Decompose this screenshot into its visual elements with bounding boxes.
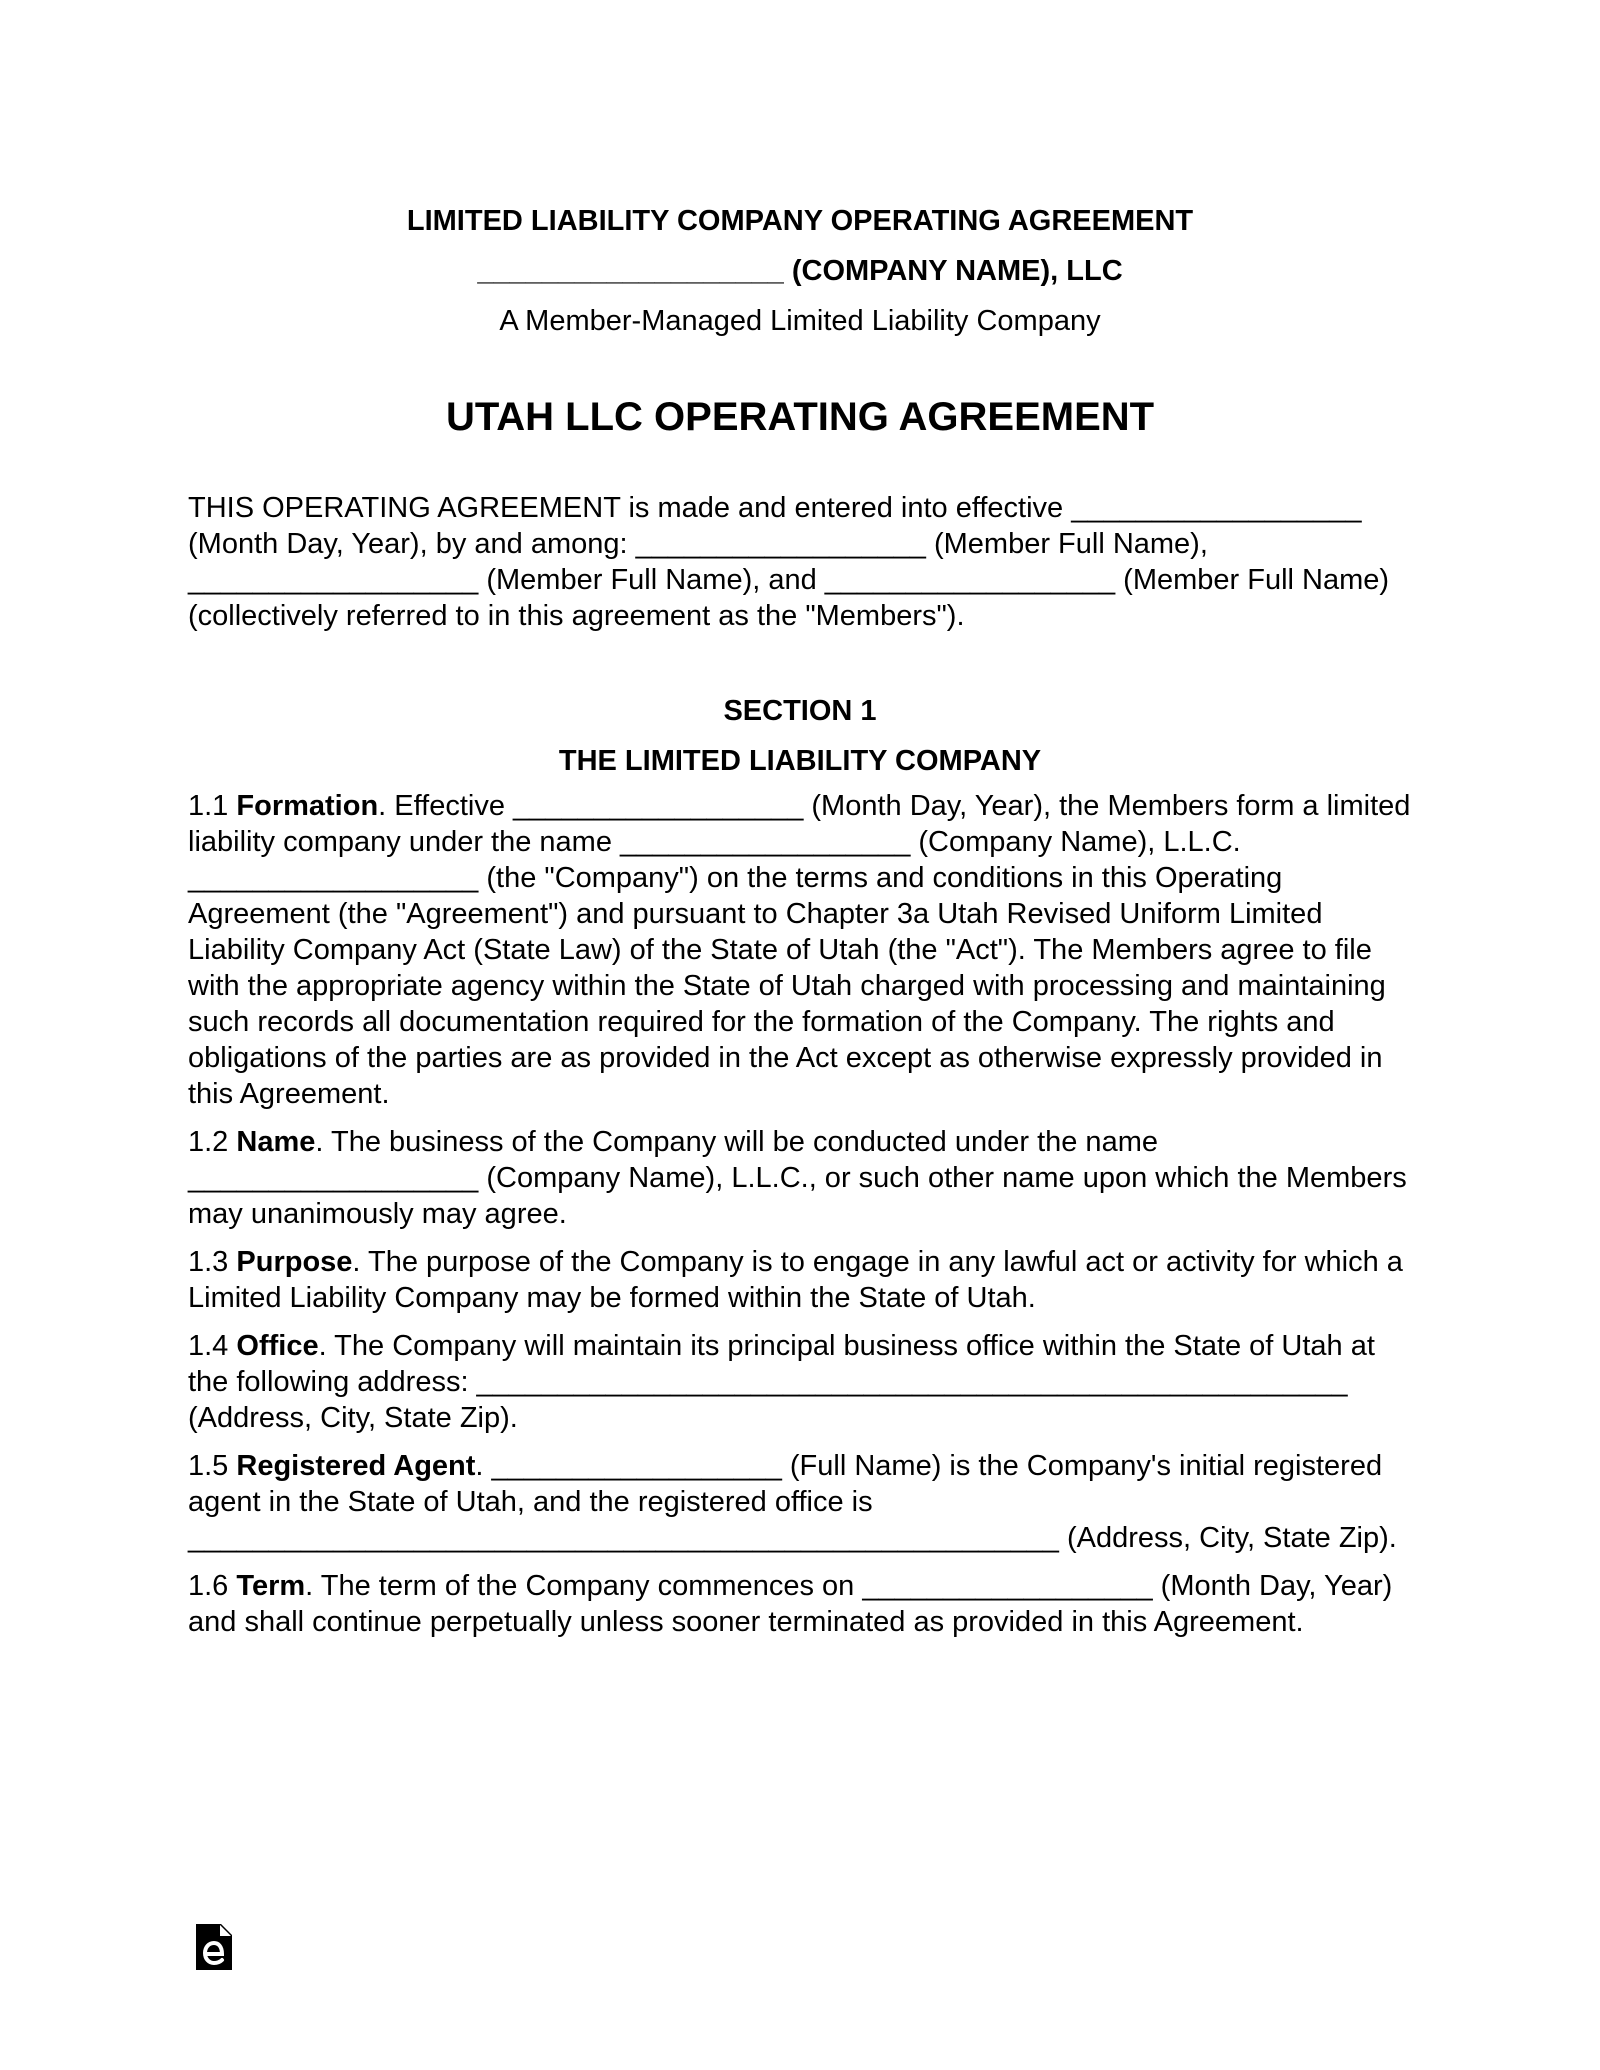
clause-text: . __________________ (Full Name) is the Company's initial registered agent in the State of Utah, and the registered office is ______________________________________________________ (Address, City, State Zip). — [188, 1450, 1397, 1554]
clause-number: 1.5 — [188, 1450, 229, 1482]
clause-title: Purpose — [236, 1246, 353, 1278]
document-page — [188, 196, 1412, 1640]
clause-number: 1.6 — [188, 1570, 229, 1602]
document-header-line1: LIMITED LIABILITY COMPANY OPERATING AGREEMENT — [406, 205, 1194, 237]
section-number: SECTION 1 — [723, 695, 877, 727]
clause-number: 1.2 — [188, 1126, 229, 1158]
clause-title: Name — [236, 1126, 316, 1158]
eforms-logo-icon — [196, 1924, 232, 1970]
clause-text: . The term of the Company commences on __________________ (Month Day, Year) and shall continue perpetually unless sooner terminated as provided in this Agreement. — [188, 1570, 1393, 1638]
intro-paragraph: THIS OPERATING AGREEMENT is made and entered into effective __________________ (Month Day, Year), by and among: __________________ (Member Full Name), __________________ (Member Full Name), and __________________ (Member Full Name) (collectively referred to in this agreement as the "Members"). — [188, 492, 1390, 632]
clause-text: . The Company will maintain its principal business office within the State of Utah at the following address: ______________________________________________________ (Address, City, State Zip). — [188, 1330, 1375, 1434]
clause-number: 1.1 — [188, 790, 229, 822]
clause-1-3 — [188, 1244, 1412, 1316]
clause-1-1 — [188, 788, 1412, 1112]
company-name-line: ___________________ (COMPANY NAME), LLC — [477, 255, 1123, 287]
clause-1-5 — [188, 1448, 1412, 1556]
clause-title: Term — [236, 1570, 306, 1602]
section-heading: THE LIMITED LIABILITY COMPANY — [558, 745, 1042, 777]
document-title: UTAH LLC OPERATING AGREEMENT — [445, 395, 1155, 439]
clause-title: Registered Agent — [236, 1450, 476, 1482]
clause-text: . Effective __________________ (Month Day, Year), the Members form a limited liability company under the name __________________ (Company Name), L.L.C. __________________ (the "Company") on the terms and conditions in this Operating Agreement (the "Agreement") and pursuant to Chapter 3a Utah Revised Uniform Limited Liability Company Act (State Law) of the State of Utah (the "Act"). The Members agree to file with the appropriate agency within the State of Utah charged with processing and maintaining such records all documentation required for the formation of the Company. The rights and obligations of the parties are as provided in the Act except as otherwise expressly provided in this Agreement. — [188, 790, 1411, 1110]
clause-title: Formation — [236, 790, 379, 822]
clause-number: 1.4 — [188, 1330, 229, 1362]
clause-text: . The business of the Company will be conducted under the name __________________ (Company Name), L.L.C., or such other name upon which the Members may unanimously may agree. — [188, 1126, 1407, 1230]
clause-list — [188, 788, 1412, 1640]
clause-title: Office — [236, 1330, 319, 1362]
clause-text: . The purpose of the Company is to engage in any lawful act or activity for which a Limited Liability Company may be formed within the State of Utah. — [188, 1246, 1403, 1314]
clause-number: 1.3 — [188, 1246, 229, 1278]
document-subtitle: A Member-Managed Limited Liability Company — [499, 305, 1101, 337]
clause-1-2 — [188, 1124, 1412, 1232]
clause-1-6 — [188, 1568, 1412, 1640]
clause-1-4 — [188, 1328, 1412, 1436]
